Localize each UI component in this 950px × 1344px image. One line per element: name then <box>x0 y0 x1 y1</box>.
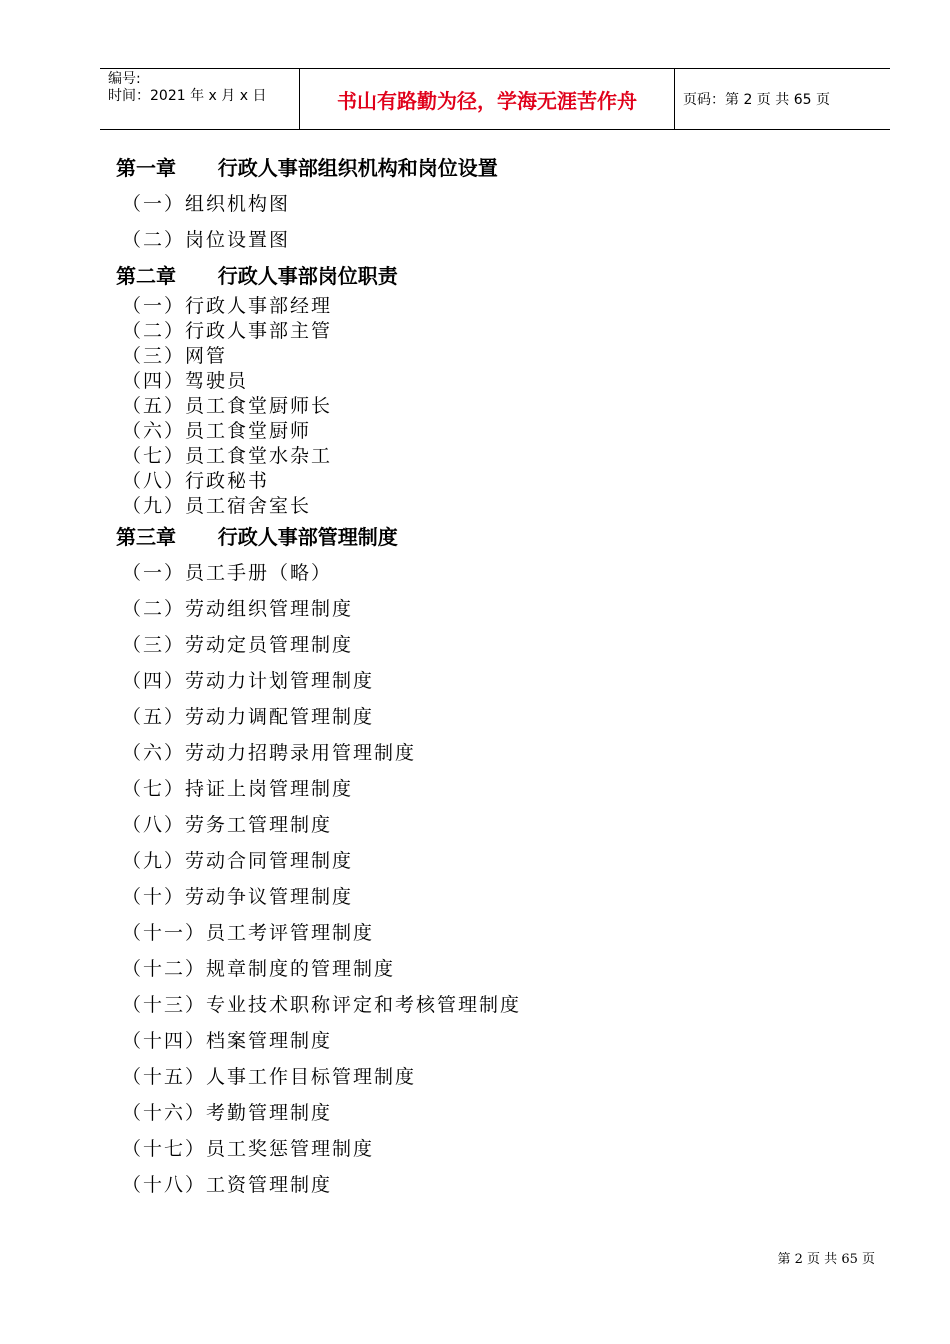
table-of-contents <box>116 150 876 1203</box>
list-item: （七）员工食堂水杂工 <box>122 445 333 467</box>
list-item: （十三）专业技术职称评定和考核管理制度 <box>122 994 522 1016</box>
list-item: （十一）员工考评管理制度 <box>122 922 375 944</box>
list-item: （六）员工食堂厨师 <box>122 420 312 442</box>
list-item: （三）劳动定员管理制度 <box>122 634 354 656</box>
list-item: （八）行政秘书 <box>122 470 270 492</box>
header-page-info: 页码：第 2 页 共 65 页 <box>683 92 830 108</box>
list-item: （二）劳动组织管理制度 <box>122 598 354 620</box>
chapter-title: 第一章 行政人事部组织机构和岗位设置 <box>116 156 498 180</box>
list-item: （五）员工食堂厨师长 <box>122 395 333 417</box>
list-item: （五）劳动力调配管理制度 <box>122 706 375 728</box>
list-item: （四）驾驶员 <box>122 370 249 392</box>
header-meta <box>100 69 300 129</box>
list-item: （三）网管 <box>122 345 228 367</box>
list-item: （九）劳动合同管理制度 <box>122 850 354 872</box>
list-item: （六）劳动力招聘录用管理制度 <box>122 742 417 764</box>
time-label: 时间：2021 年 x 月 x 日 <box>108 88 267 104</box>
number-label: 编号: <box>108 71 141 87</box>
list-item: （二）行政人事部主管 <box>122 320 333 342</box>
list-item: （一）员工手册（略） <box>122 562 333 584</box>
list-item: （十八）工资管理制度 <box>122 1174 333 1196</box>
list-item: （十）劳动争议管理制度 <box>122 886 354 908</box>
chapter-title: 第三章 行政人事部管理制度 <box>116 525 398 549</box>
list-item: （一）组织机构图 <box>122 193 291 215</box>
list-item: （九）员工宿舍室长 <box>122 495 312 517</box>
page-footer: 第 2 页 共 65 页 <box>777 1252 875 1267</box>
list-item: （七）持证上岗管理制度 <box>122 778 354 800</box>
list-item: （十二）规章制度的管理制度 <box>122 958 396 980</box>
page-header <box>100 68 890 130</box>
list-item: （八）劳务工管理制度 <box>122 814 333 836</box>
list-item: （四）劳动力计划管理制度 <box>122 670 375 692</box>
list-item: （十六）考勤管理制度 <box>122 1102 333 1124</box>
list-item: （十五）人事工作目标管理制度 <box>122 1066 417 1088</box>
list-item: （一）行政人事部经理 <box>122 295 333 317</box>
header-motto: 书山有路勤为径，学海无涯苦作舟 <box>300 69 675 129</box>
chapter-title: 第二章 行政人事部岗位职责 <box>116 264 398 288</box>
list-item: （十七）员工奖惩管理制度 <box>122 1138 375 1160</box>
list-item: （二）岗位设置图 <box>122 229 291 251</box>
list-item: （十四）档案管理制度 <box>122 1030 333 1052</box>
